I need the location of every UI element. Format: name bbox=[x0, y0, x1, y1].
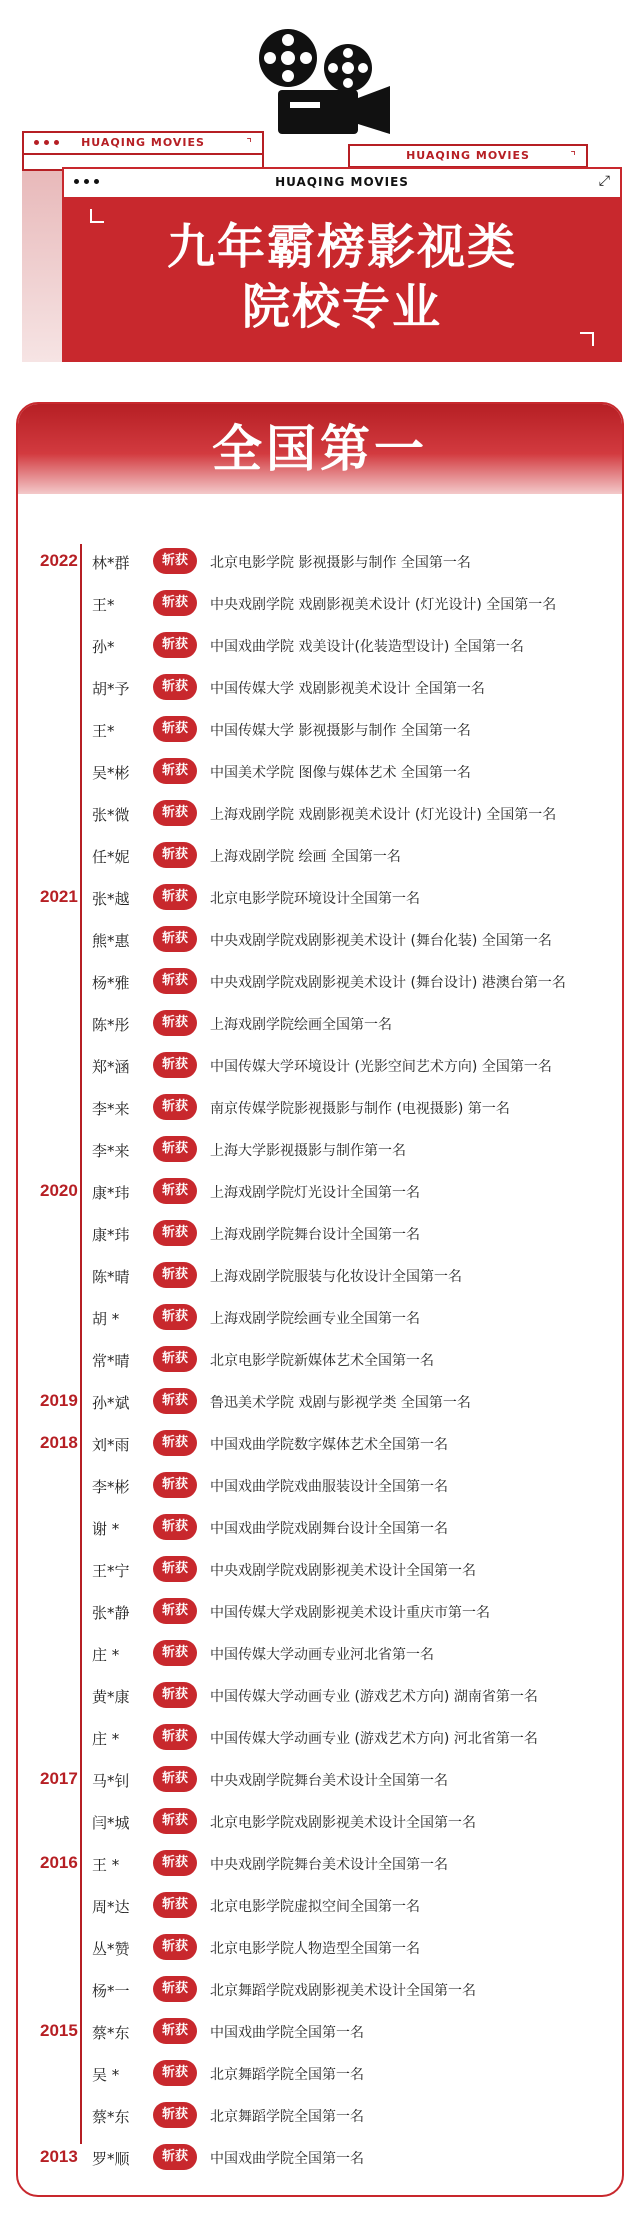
award-description: 中国戏曲学院 戏美设计(化装造型设计) 全国第一名 bbox=[210, 639, 524, 655]
award-badge: 斩获 bbox=[153, 1934, 197, 1960]
award-badge: 斩获 bbox=[153, 1346, 197, 1372]
award-description: 中国传媒大学 影视摄影与制作 全国第一名 bbox=[210, 723, 471, 739]
year-label: 2016 bbox=[40, 1853, 78, 1872]
award-description: 南京传媒学院影视摄影与制作 (电视摄影) 第一名 bbox=[210, 1101, 510, 1117]
student-name: 吴 * bbox=[92, 2066, 120, 2084]
award-badge: 斩获 bbox=[153, 968, 197, 994]
student-name: 林*群 bbox=[92, 554, 130, 572]
award-description: 上海戏剧学院 戏剧影视美术设计 (灯光设计) 全国第一名 bbox=[210, 807, 557, 823]
list-item bbox=[18, 1842, 624, 1884]
award-badge: 斩获 bbox=[153, 926, 197, 952]
student-name: 孙*斌 bbox=[92, 1394, 130, 1412]
list-item bbox=[18, 1170, 624, 1212]
student-name: 吴*彬 bbox=[92, 764, 130, 782]
student-name: 张*越 bbox=[92, 890, 130, 908]
award-badge: 斩获 bbox=[153, 1472, 197, 1498]
award-badge: 斩获 bbox=[153, 716, 197, 742]
student-name: 杨*雅 bbox=[92, 974, 130, 992]
student-name: 黄*康 bbox=[92, 1688, 130, 1706]
brand-label: HUAQING MOVIES bbox=[406, 149, 530, 162]
brand-label: HUAQING MOVIES bbox=[81, 136, 205, 149]
award-badge: 斩获 bbox=[153, 1808, 197, 1834]
list-item bbox=[18, 834, 624, 876]
award-description: 中国戏曲学院全国第一名 bbox=[210, 2151, 364, 2167]
award-description: 北京电影学院 影视摄影与制作 全国第一名 bbox=[210, 555, 471, 571]
award-description: 中国传媒大学动画专业 (游戏艺术方向) 河北省第一名 bbox=[210, 1731, 538, 1747]
title-line-1: 九年霸榜影视类 bbox=[166, 219, 517, 275]
list-item bbox=[18, 2136, 624, 2178]
award-description: 中央戏剧学院戏剧影视美术设计 (舞台设计) 港澳台第一名 bbox=[210, 975, 566, 991]
list-item bbox=[18, 1968, 624, 2010]
list-item bbox=[18, 1464, 624, 1506]
award-description: 北京舞蹈学院戏剧影视美术设计全国第一名 bbox=[210, 1983, 476, 1999]
award-badge: 斩获 bbox=[153, 884, 197, 910]
award-description: 北京舞蹈学院全国第一名 bbox=[210, 2109, 364, 2125]
brand-label: HUAQING MOVIES bbox=[275, 175, 409, 189]
ranking-list bbox=[18, 540, 624, 2178]
year-label: 2019 bbox=[40, 1391, 78, 1410]
award-badge: 斩获 bbox=[153, 1388, 197, 1414]
decor-window-left bbox=[22, 131, 264, 171]
student-name: 蔡*东 bbox=[92, 2108, 130, 2126]
page-title bbox=[64, 217, 620, 337]
award-description: 上海大学影视摄影与制作第一名 bbox=[210, 1143, 406, 1159]
student-name: 王 * bbox=[92, 1856, 120, 1874]
award-badge: 斩获 bbox=[153, 1136, 197, 1162]
award-description: 上海戏剧学院服装与化妆设计全国第一名 bbox=[210, 1269, 462, 1285]
student-name: 李*彬 bbox=[92, 1478, 130, 1496]
list-item bbox=[18, 1044, 624, 1086]
year-label: 2021 bbox=[40, 887, 78, 906]
student-name: 康*玮 bbox=[92, 1226, 130, 1244]
list-item bbox=[18, 708, 624, 750]
list-item bbox=[18, 1548, 624, 1590]
award-badge: 斩获 bbox=[153, 2018, 197, 2044]
list-item bbox=[18, 792, 624, 834]
award-badge: 斩获 bbox=[153, 1094, 197, 1120]
award-badge: 斩获 bbox=[153, 2102, 197, 2128]
list-item bbox=[18, 540, 624, 582]
list-item bbox=[18, 1002, 624, 1044]
student-name: 胡*予 bbox=[92, 680, 130, 698]
list-item bbox=[18, 1422, 624, 1464]
award-description: 中央戏剧学院舞台美术设计全国第一名 bbox=[210, 1773, 448, 1789]
award-badge: 斩获 bbox=[153, 548, 197, 574]
award-description: 北京电影学院环境设计全国第一名 bbox=[210, 891, 420, 907]
expand-icon: ⤢ bbox=[598, 173, 610, 189]
list-item bbox=[18, 1800, 624, 1842]
award-description: 北京舞蹈学院全国第一名 bbox=[210, 2067, 364, 2083]
award-description: 鲁迅美术学院 戏剧与影视学类 全国第一名 bbox=[210, 1395, 471, 1411]
award-description: 中央戏剧学院舞台美术设计全国第一名 bbox=[210, 1857, 448, 1873]
award-description: 中央戏剧学院 戏剧影视美术设计 (灯光设计) 全国第一名 bbox=[210, 597, 557, 613]
award-badge: 斩获 bbox=[153, 1514, 197, 1540]
award-description: 北京电影学院人物造型全国第一名 bbox=[210, 1941, 420, 1957]
list-item bbox=[18, 1506, 624, 1548]
student-name: 胡 * bbox=[92, 1310, 120, 1328]
poster-header bbox=[0, 0, 640, 390]
year-label: 2018 bbox=[40, 1433, 78, 1452]
student-name: 李*来 bbox=[92, 1100, 130, 1118]
list-item bbox=[18, 2010, 624, 2052]
student-name: 李*来 bbox=[92, 1142, 130, 1160]
award-description: 北京电影学院虚拟空间全国第一名 bbox=[210, 1899, 420, 1915]
student-name: 丛*赞 bbox=[92, 1940, 130, 1958]
list-item bbox=[18, 1926, 624, 1968]
list-item bbox=[18, 2052, 624, 2094]
list-item bbox=[18, 918, 624, 960]
student-name: 张*静 bbox=[92, 1604, 130, 1622]
year-label: 2015 bbox=[40, 2021, 78, 2040]
student-name: 陈*晴 bbox=[92, 1268, 130, 1286]
year-label: 2020 bbox=[40, 1181, 78, 1200]
corner-bracket-icon: ⌝ bbox=[570, 149, 576, 163]
student-name: 王* bbox=[92, 722, 115, 740]
award-badge: 斩获 bbox=[153, 590, 197, 616]
award-badge: 斩获 bbox=[153, 800, 197, 826]
student-name: 王* bbox=[92, 596, 115, 614]
award-description: 中国传媒大学戏剧影视美术设计重庆市第一名 bbox=[210, 1605, 490, 1621]
list-item bbox=[18, 1254, 624, 1296]
student-name: 罗*顺 bbox=[92, 2150, 130, 2168]
award-badge: 斩获 bbox=[153, 2060, 197, 2086]
award-description: 北京电影学院新媒体艺术全国第一名 bbox=[210, 1353, 434, 1369]
list-item bbox=[18, 624, 624, 666]
list-item bbox=[18, 1590, 624, 1632]
award-badge: 斩获 bbox=[153, 1976, 197, 2002]
award-badge: 斩获 bbox=[153, 1598, 197, 1624]
list-item bbox=[18, 960, 624, 1002]
award-badge: 斩获 bbox=[153, 1052, 197, 1078]
list-item bbox=[18, 1338, 624, 1380]
award-badge: 斩获 bbox=[153, 1220, 197, 1246]
award-description: 中国传媒大学动画专业 (游戏艺术方向) 湖南省第一名 bbox=[210, 1689, 538, 1705]
list-item bbox=[18, 1884, 624, 1926]
award-description: 上海戏剧学院绘画专业全国第一名 bbox=[210, 1311, 420, 1327]
award-badge: 斩获 bbox=[153, 674, 197, 700]
student-name: 谢 * bbox=[92, 1520, 120, 1538]
award-description: 中国戏曲学院戏剧舞台设计全国第一名 bbox=[210, 1521, 448, 1537]
award-description: 中国美术学院 图像与媒体艺术 全国第一名 bbox=[210, 765, 471, 781]
card-header bbox=[18, 404, 622, 494]
student-name: 孙* bbox=[92, 638, 115, 656]
corner-mark bbox=[580, 332, 594, 346]
award-description: 上海戏剧学院绘画全国第一名 bbox=[210, 1017, 392, 1033]
year-label: 2017 bbox=[40, 1769, 78, 1788]
list-item bbox=[18, 2094, 624, 2136]
award-badge: 斩获 bbox=[153, 758, 197, 784]
award-description: 上海戏剧学院灯光设计全国第一名 bbox=[210, 1185, 420, 1201]
award-badge: 斩获 bbox=[153, 2144, 197, 2170]
award-badge: 斩获 bbox=[153, 1640, 197, 1666]
list-item bbox=[18, 666, 624, 708]
student-name: 闫*城 bbox=[92, 1814, 130, 1832]
film-projector-icon bbox=[250, 24, 400, 144]
list-item bbox=[18, 1128, 624, 1170]
student-name: 常*晴 bbox=[92, 1352, 130, 1370]
award-description: 北京电影学院戏剧影视美术设计全国第一名 bbox=[210, 1815, 476, 1831]
award-description: 中国传媒大学 戏剧影视美术设计 全国第一名 bbox=[210, 681, 485, 697]
ranking-card bbox=[16, 402, 624, 2197]
list-item bbox=[18, 582, 624, 624]
award-badge: 斩获 bbox=[153, 1262, 197, 1288]
award-badge: 斩获 bbox=[153, 1010, 197, 1036]
list-item bbox=[18, 1296, 624, 1338]
year-label: 2013 bbox=[40, 2147, 78, 2166]
award-description: 上海戏剧学院舞台设计全国第一名 bbox=[210, 1227, 420, 1243]
student-name: 庄 * bbox=[92, 1646, 120, 1664]
list-item bbox=[18, 1086, 624, 1128]
award-badge: 斩获 bbox=[153, 1724, 197, 1750]
student-name: 周*达 bbox=[92, 1898, 130, 1916]
list-item bbox=[18, 1674, 624, 1716]
award-badge: 斩获 bbox=[153, 1556, 197, 1582]
student-name: 张*微 bbox=[92, 806, 130, 824]
student-name: 任*妮 bbox=[92, 848, 130, 866]
award-badge: 斩获 bbox=[153, 1850, 197, 1876]
student-name: 郑*涵 bbox=[92, 1058, 130, 1076]
award-description: 中央戏剧学院戏剧影视美术设计 (舞台化装) 全国第一名 bbox=[210, 933, 552, 949]
award-description: 上海戏剧学院 绘画 全国第一名 bbox=[210, 849, 401, 865]
student-name: 熊*惠 bbox=[92, 932, 130, 950]
list-item bbox=[18, 1716, 624, 1758]
list-item bbox=[18, 1212, 624, 1254]
award-badge: 斩获 bbox=[153, 1682, 197, 1708]
award-description: 中国戏曲学院全国第一名 bbox=[210, 2025, 364, 2041]
award-badge: 斩获 bbox=[153, 842, 197, 868]
title-line-2: 院校专业 bbox=[241, 279, 442, 335]
award-badge: 斩获 bbox=[153, 1430, 197, 1456]
student-name: 马*钊 bbox=[92, 1772, 130, 1790]
award-badge: 斩获 bbox=[153, 1178, 197, 1204]
award-badge: 斩获 bbox=[153, 1892, 197, 1918]
student-name: 刘*雨 bbox=[92, 1436, 130, 1454]
student-name: 康*玮 bbox=[92, 1184, 130, 1202]
award-description: 中国传媒大学动画专业河北省第一名 bbox=[210, 1647, 434, 1663]
student-name: 蔡*东 bbox=[92, 2024, 130, 2042]
student-name: 杨*一 bbox=[92, 1982, 130, 2000]
card-title: 全国第一 bbox=[212, 420, 428, 478]
award-description: 中央戏剧学院戏剧影视美术设计全国第一名 bbox=[210, 1563, 476, 1579]
award-description: 中国戏曲学院戏曲服装设计全国第一名 bbox=[210, 1479, 448, 1495]
decor-shadow bbox=[22, 171, 62, 362]
student-name: 庄 * bbox=[92, 1730, 120, 1748]
award-description: 中国传媒大学环境设计 (光影空间艺术方向) 全国第一名 bbox=[210, 1059, 552, 1075]
student-name: 王*宁 bbox=[92, 1562, 130, 1580]
title-window bbox=[62, 167, 622, 362]
list-item bbox=[18, 750, 624, 792]
award-badge: 斩获 bbox=[153, 1766, 197, 1792]
list-item bbox=[18, 1632, 624, 1674]
list-item bbox=[18, 1758, 624, 1800]
year-label: 2022 bbox=[40, 551, 78, 570]
award-badge: 斩获 bbox=[153, 1304, 197, 1330]
award-description: 中国戏曲学院数字媒体艺术全国第一名 bbox=[210, 1437, 448, 1453]
corner-bracket-icon: ⌝ bbox=[246, 136, 252, 150]
student-name: 陈*彤 bbox=[92, 1016, 130, 1034]
list-item bbox=[18, 1380, 624, 1422]
list-item bbox=[18, 876, 624, 918]
award-badge: 斩获 bbox=[153, 632, 197, 658]
